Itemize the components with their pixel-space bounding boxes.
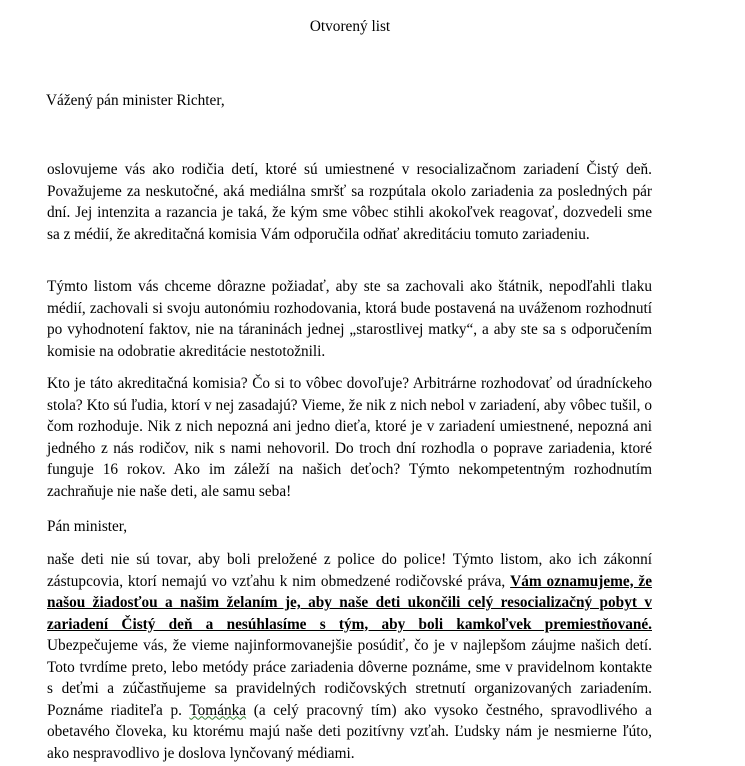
letter-title: Otvorený list — [309, 18, 391, 35]
paragraph-5 — [47, 549, 652, 764]
paragraph-5-intro: naše deti nie sú tovar, aby boli preložené z police do police! Týmto listom, ako ich zákonní zástupcovia, ktorí nemajú vo vzťahu k nim obmedzené rodičovské práva, — [47, 551, 652, 590]
paragraph-2: Týmto listom vás chceme dôrazne požiadať, aby ste sa zachovali ako štátnik, nepodľahli tlaku médií, zachovali si svoju autonómiu rozhodovania, ktorá bude postavená na uváženom rozhodnutí po vyhodnotení faktov, nie na táraninách jednej „starostlivej matky“, a aby ste sa s odporučením komisie na odobratie akreditácie nestotožnili. — [47, 278, 652, 360]
paragraph-5-body: Ubezpečujeme vás, že vieme najinformovanejšie posúdiť, čo je v najlepšom záujme našich detí. Toto tvrdíme preto, lebo metódy práce zariadenia dôverne poznáme, sme v pravidelnom kontakte s deťmi a zúčastňujeme sa pravidelných rodičovských stretnutí organizovaných zariadením. Poznáme riaditeľa p. — [47, 637, 652, 719]
paragraph-5-end: (a celý pracovný tím) ako vysoko čestného, spravodlivého a obetavého človeka, ku ktorému majú naše deti pozitívny vzťah. Ľudsky nám je nesmierne ľúto, ako nespravodlivo je doslova lynčovaný médiami. — [47, 701, 652, 762]
director-name: Tománka — [189, 701, 247, 719]
paragraph-5-emphasis: Vám oznamujeme, že našou žiadosťou a našim želaním je, aby naše deti ukončili celý resocializačný pobyt v zariadení Čistý deň a nesúhlasíme s tým, aby boli kamkoľvek premiestňované. — [47, 572, 653, 633]
paragraph-1: oslovujeme vás ako rodičia detí, ktoré sú umiestnené v resocializačnom zariadení Čistý deň. Považujeme za neskutočné, aká mediálna smršť sa rozpútala okolo zariadenia za posledných pár dní. Jej intenzita a razancia je taká, že kým sme vôbec stihli akokoľvek reagovať, dozvedeli sme sa z médií, že akreditačná komisia Vám odporučila odňať akreditáciu tomuto zariadeniu. — [47, 161, 652, 243]
paragraph-address: Pán minister, — [47, 518, 128, 535]
letter-salutation: Vážený pán minister Richter, — [46, 92, 225, 109]
paragraph-3: Kto je táto akreditačná komisia? Čo si to vôbec dovoľuje? Arbitrárne rozhodovať od úradníckeho stola? Kto sú ľudia, ktorí v nej zasadajú? Vieme, že nik z nich nebol v zariadení, aby vôbec tušil, o čom rozhoduje. Nik z nich nepozná ani jedno dieťa, ktoré je v zariadení umiestnené, nepozná ani jedného z nás rodičov, nik s nami nehovoril. Do troch dní rozhodla o poprave zariadenia, ktoré funguje 16 rokov. Ako im záleží na našich deťoch? Týmto nekompetentným rozhodnutím zachraňuje nie naše deti, ale samu seba! — [47, 375, 652, 500]
